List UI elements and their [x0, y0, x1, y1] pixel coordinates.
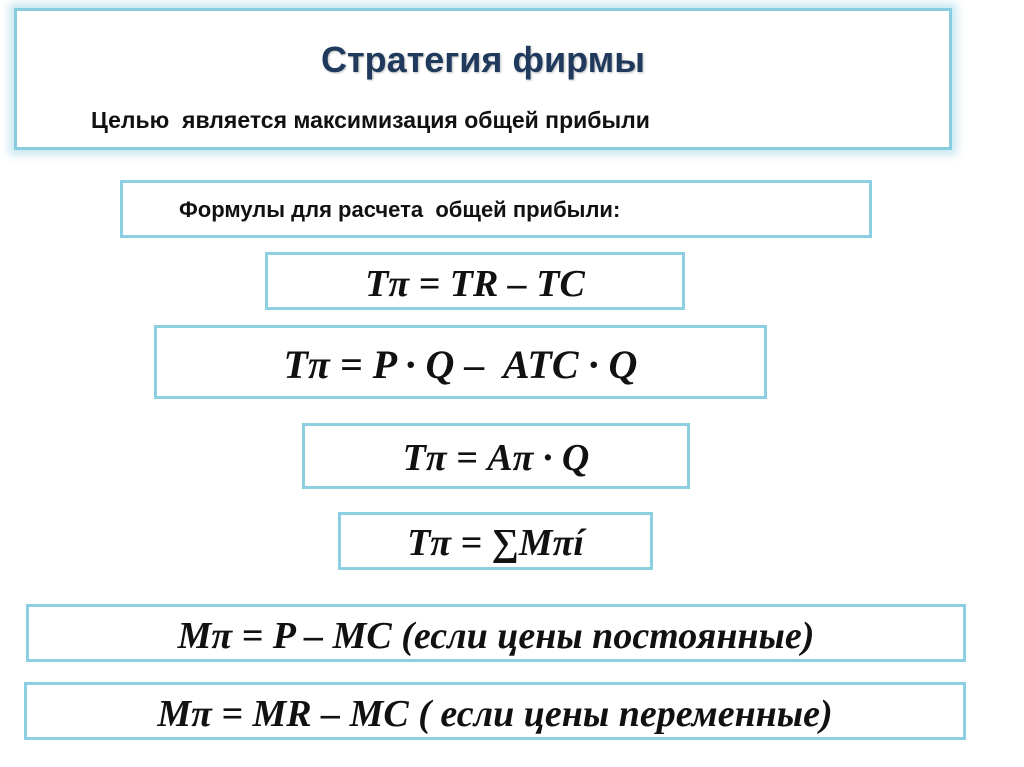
formula-text: Tπ = ∑Mπí	[407, 522, 584, 564]
formula-text: Mπ = P – MC (если цены постоянные)	[177, 615, 815, 657]
formula-box-total-profit-sum-marginal	[338, 512, 653, 570]
formula-box-marginal-profit-constant-prices	[26, 604, 966, 662]
formula-box-marginal-profit-variable-prices	[24, 682, 966, 740]
formula-box-total-profit-average	[302, 423, 690, 489]
title-panel	[14, 8, 952, 150]
formula-text: Tπ = TR – TC	[365, 263, 585, 305]
formula-box-total-profit-pq-atcq	[154, 325, 767, 399]
slide-title: Стратегия фирмы	[321, 39, 645, 80]
formula-box-total-profit-tr-tc	[265, 252, 685, 310]
formulas-heading: Формулы для расчета общей прибыли:	[179, 197, 621, 222]
slide-subtitle: Целью является максимизация общей прибыли	[91, 107, 650, 133]
formulas-heading-box	[120, 180, 872, 238]
formula-text: Mπ = MR – MC ( если цены переменные)	[157, 693, 833, 735]
formula-text: Tπ = P · Q – ATC · Q	[283, 342, 638, 387]
formula-text: Tπ = Aπ · Q	[402, 437, 590, 479]
